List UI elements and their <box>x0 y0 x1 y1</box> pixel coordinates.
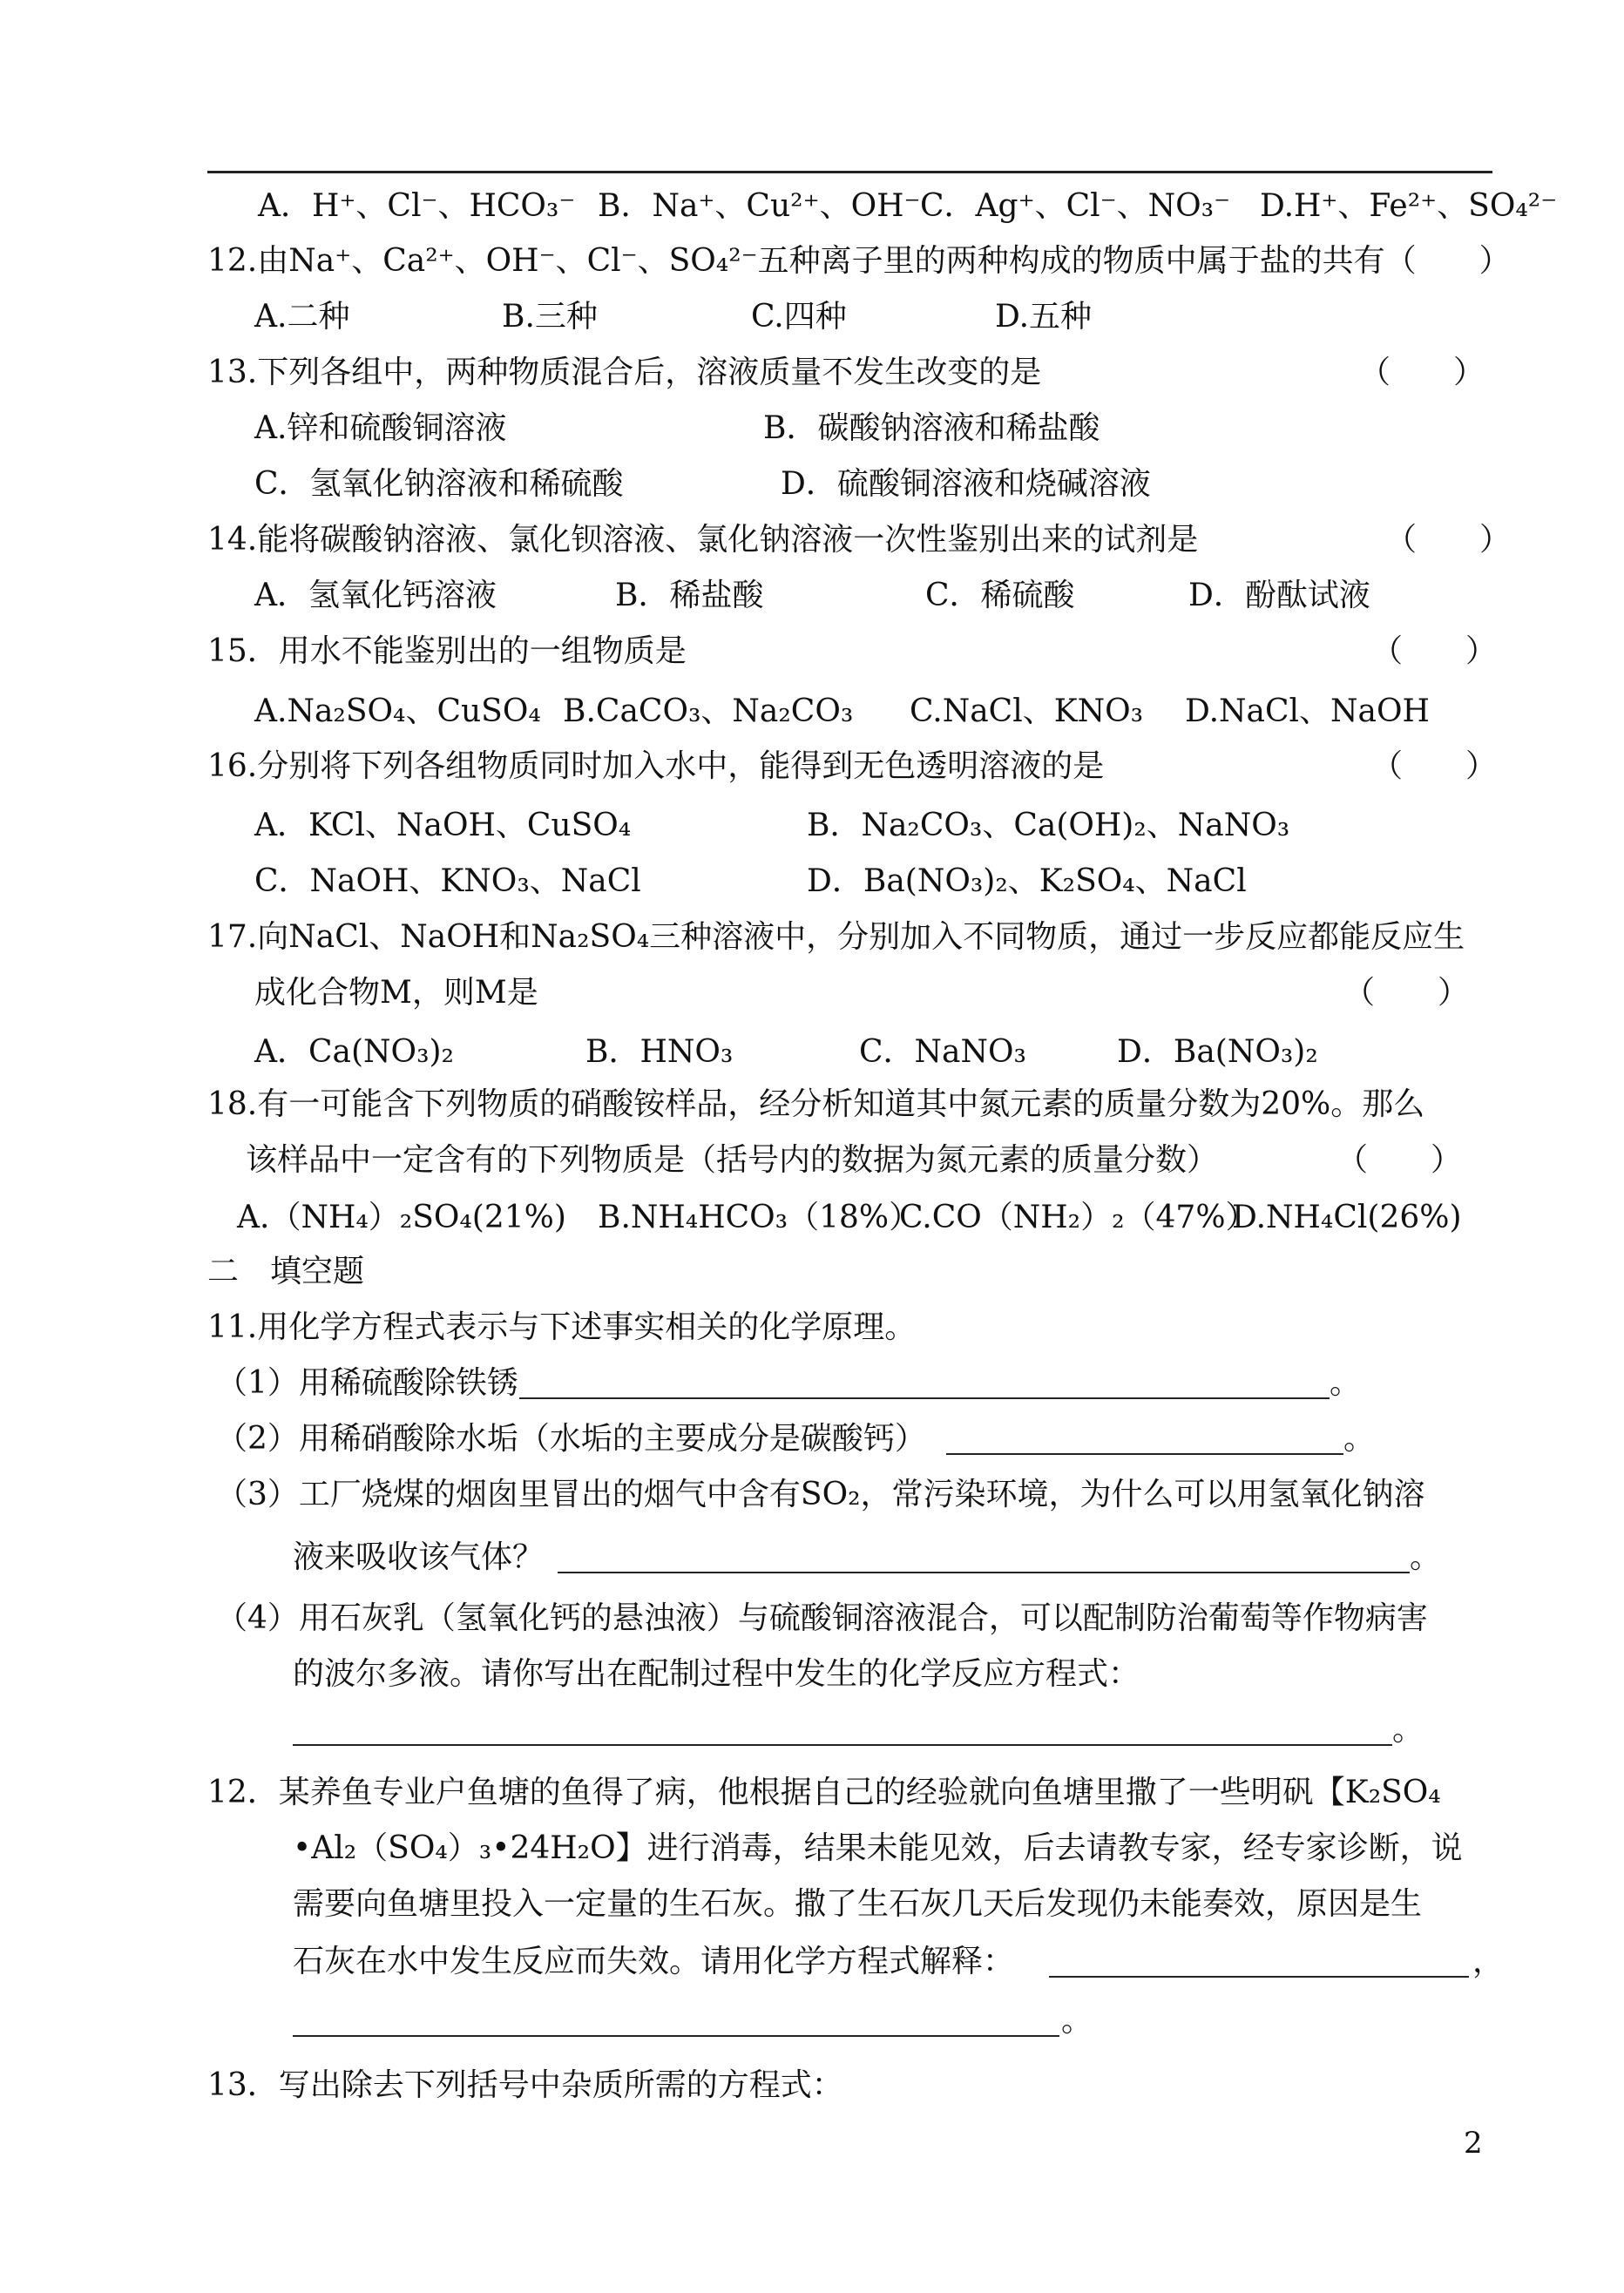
f11-part2-answer-blank[interactable] <box>946 1453 1343 1455</box>
f12-period: 。 <box>1061 2003 1093 2039</box>
q16-answer-paren: （ ） <box>1371 748 1498 784</box>
f11-part1-text: （1）用稀硫酸除铁锈 <box>216 1365 518 1401</box>
q18-option-d: D.NH₄Cl(26%) <box>1232 1200 1462 1235</box>
q14-answer-paren: （ ） <box>1385 522 1512 558</box>
q13-option-a: A.锌和硫酸铜溶液 <box>254 410 507 446</box>
q17-option-b: B．HNO₃ <box>585 1034 734 1070</box>
q16-stem: 16.分别将下列各组物质同时加入水中，能得到无色透明溶液的是 <box>207 748 1105 784</box>
q17-answer-paren: （ ） <box>1343 975 1470 1011</box>
q16-option-d: D．Ba(NO₃)₂、K₂SO₄、NaCl <box>807 863 1247 899</box>
f11-part2-text: （2）用稀硝酸除水垢（水垢的主要成分是碳酸钙） <box>216 1421 926 1457</box>
q15-stem: 15．用水不能鉴别出的一组物质是 <box>207 633 687 669</box>
q13-answer-paren: （ ） <box>1359 355 1485 390</box>
header-rule <box>207 171 1492 173</box>
q16-option-c: C．NaOH、KNO₃、NaCl <box>254 863 641 899</box>
q18-option-b: B.NH₄HCO₃（18%） <box>598 1200 921 1235</box>
q14-option-c: C．稀硫酸 <box>925 578 1075 613</box>
q11-option-c: C．Ag⁺、Cl⁻、NO₃⁻ <box>920 188 1231 224</box>
f11-part4-line2: 的波尔多液。请你写出在配制过程中发生的化学反应方程式： <box>293 1656 1140 1692</box>
f11-part4-line1: （4）用石灰乳（氢氧化钙的悬浊液）与硫酸铜溶液混合，可以配制防治葡萄等作物病害 <box>216 1600 1428 1636</box>
f11-part2-period: 。 <box>1343 1421 1376 1457</box>
q17-option-a: A．Ca(NO₃)₂ <box>254 1034 454 1070</box>
q16-option-b: B．Na₂CO₃、Ca(OH)₂、NaNO₃ <box>807 808 1290 843</box>
q17-option-c: C．NaNO₃ <box>859 1034 1026 1070</box>
q12-option-d: D.五种 <box>995 299 1093 335</box>
q12-option-b: B.三种 <box>502 299 598 335</box>
f12-line4: 石灰在水中发生反应而失效。请用化学方程式解释： <box>293 1944 1015 1979</box>
f12-line3: 需要向鱼塘里投入一定量的生石灰。撒了生石灰几天后发现仍未能奏效，原因是生 <box>293 1886 1423 1922</box>
f11-part4-answer-blank[interactable] <box>293 1744 1392 1746</box>
f11-part1-answer-blank[interactable] <box>519 1397 1330 1399</box>
q11-option-b: B．Na⁺、Cu²⁺、OH⁻ <box>598 188 921 224</box>
q17-stem-line2: 成化合物M，则M是 <box>254 975 538 1011</box>
q15-option-a: A.Na₂SO₄、CuSO₄ <box>254 693 541 729</box>
q14-option-b: B．稀盐酸 <box>615 578 764 613</box>
q15-option-b: B.CaCO₃、Na₂CO₃ <box>563 693 854 729</box>
f11-part3-line2: 液来吸收该气体？ <box>293 1539 545 1575</box>
page-number: 2 <box>1464 2126 1483 2161</box>
q13-option-b: B．碳酸钠溶液和稀盐酸 <box>763 410 1100 446</box>
q13-option-d: D．硫酸铜溶液和烧碱溶液 <box>781 466 1151 502</box>
q12-option-c: C.四种 <box>751 299 847 335</box>
q15-option-c: C.NaCl、KNO₃ <box>910 693 1144 729</box>
f11-part1-period: 。 <box>1330 1365 1362 1401</box>
f11-part4-period: 。 <box>1392 1712 1424 1748</box>
f13-stem: 13．写出除去下列括号中杂质所需的方程式： <box>207 2067 843 2103</box>
q17-option-d: D．Ba(NO₃)₂ <box>1117 1034 1318 1070</box>
f11-stem: 11.用化学方程式表示与下述事实相关的化学原理。 <box>207 1309 917 1345</box>
q13-stem: 13.下列各组中，两种物质混合后，溶液质量不发生改变的是 <box>207 355 1042 390</box>
f12-comma: ， <box>1472 1944 1505 1979</box>
section-title-fill-in: 二 填空题 <box>207 1254 365 1289</box>
q18-option-c: C.CO（NH₂）₂（47%） <box>899 1200 1257 1235</box>
f12-line1: 12．某养鱼专业户鱼塘的鱼得了病，他根据自己的经验就向鱼塘里撒了一些明矾【K₂SO₄ <box>207 1775 1441 1810</box>
q13-option-c: C．氢氧化钠溶液和稀硫酸 <box>254 466 624 502</box>
q18-option-a: A.（NH₄）₂SO₄(21%) <box>237 1200 566 1235</box>
q18-answer-paren: （ ） <box>1336 1142 1463 1178</box>
q18-stem-line1: 18.有一可能含下列物质的硝酸铵样品，经分析知道其中氮元素的质量分数为20%。那么 <box>207 1086 1425 1122</box>
f12-answer-blank2[interactable] <box>293 2035 1059 2037</box>
q16-option-a: A．KCl、NaOH、CuSO₄ <box>254 808 632 843</box>
q12-option-a: A.二种 <box>254 299 350 335</box>
q15-option-d: D.NaCl、NaOH <box>1185 693 1430 729</box>
f11-part3-answer-blank[interactable] <box>558 1572 1410 1573</box>
f11-part3-line1: （3）工厂烧煤的烟囱里冒出的烟气中含有SO₂，常污染环境，为什么可以用氢氧化钠溶 <box>216 1477 1425 1512</box>
q14-option-d: D．酚酞试液 <box>1188 578 1370 613</box>
q18-stem-line2: 该样品中一定含有的下列物质是（括号内的数据为氮元素的质量分数） <box>246 1142 1219 1178</box>
q15-answer-paren: （ ） <box>1371 633 1498 669</box>
q14-option-a: A．氢氧化钙溶液 <box>254 578 497 613</box>
q11-option-d: D.H⁺、Fe²⁺、SO₄²⁻ <box>1260 188 1558 224</box>
q11-option-a: A．H⁺、Cl⁻、HCO₃⁻ <box>258 188 576 224</box>
f11-part3-period: 。 <box>1410 1539 1442 1575</box>
f12-answer-blank1[interactable] <box>1049 1976 1469 1978</box>
q12-stem: 12.由Na⁺、Ca²⁺、OH⁻、Cl⁻、SO₄²⁻五种离子里的两种构成的物质中属于盐的共有（ ） <box>207 243 1511 279</box>
q17-stem-line1: 17.向NaCl、NaOH和Na₂SO₄三种溶液中，分别加入不同物质，通过一步反应都能反应生 <box>207 919 1465 955</box>
f12-line2: •Al₂（SO₄）₃•24H₂O】进行消毒，结果未能见效，后去请教专家，经专家诊断，说 <box>293 1830 1463 1866</box>
q14-stem: 14.能将碳酸钠溶液、氯化钡溶液、氯化钠溶液一次性鉴别出来的试剂是 <box>207 522 1199 558</box>
